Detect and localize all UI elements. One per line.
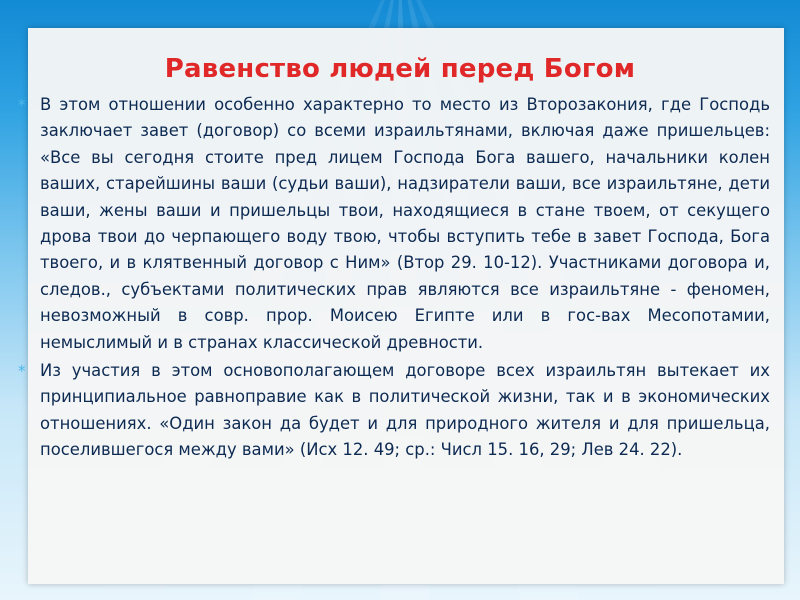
slide-title: Равенство людей перед Богом: [164, 54, 636, 84]
paragraph-text: Из участия в этом основополагающем договоре всех израильтян вытекает их принципиальное равноправие как в политической жизни, так и в экономических отношениях. «Один закон да будет и для природного жителя и для пришельца, поселившегося между вами» (Исх 12. 49; ср.: Числ 15. 16, 29; Лев 24. 22).: [40, 361, 770, 460]
slide-body: [18, 92, 770, 466]
paragraph-1: [18, 92, 770, 356]
paragraph-text: В этом отношении особенно характерно то место из Второзакония, где Господь заключает завет (договор) со всеми израильтянами, включая даже пришельцев: «Все вы сегодня стоите пред лицем Господа Бога вашего, начальники колен ваших, старейшины ваши (судьи ваши), надзиратели ваши, все израильтяне, дети ваши, жены ваши и пришельцы твои, находящиеся в стане твоем, от секущего дрова твои до черпающего воду твою, чтобы вступить тебе в завет Господа, Бога твоего, и в клятвенный договор с Ним» (Втор 29. 10-12). Участниками договора и, следов., субъектами политических прав являются все израильтяне - феномен, невозможный в совр. прор. Моисею Египте или в гос-вах Месопотамии, немыслимый и в странах классической древности.: [40, 95, 770, 352]
bullet-icon: *: [18, 362, 26, 381]
paragraph-2: [18, 358, 770, 464]
bullet-icon: *: [18, 96, 26, 114]
